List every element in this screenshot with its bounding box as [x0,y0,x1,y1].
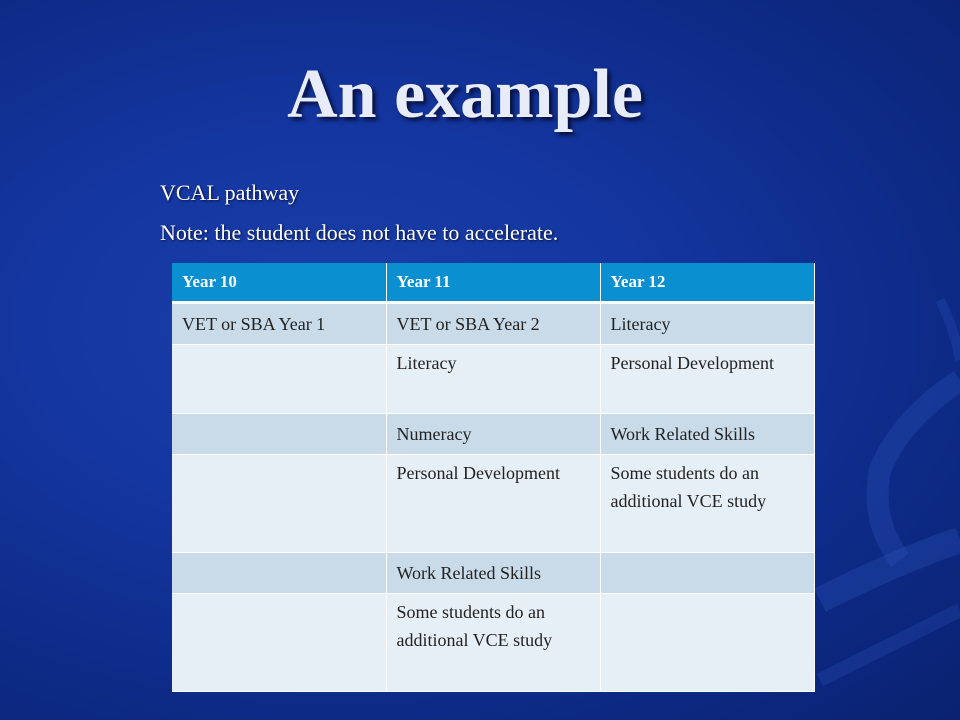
pathway-table [172,263,815,692]
table-cell: Literacy [386,345,600,414]
table-cell [172,455,386,553]
subtitle-pathway: VCAL pathway [160,180,300,205]
table-cell: Personal Development [600,345,814,414]
table-cell: Personal Development [386,455,600,553]
header-year-11: Year 11 [386,263,600,303]
table-row [172,303,814,345]
table-cell: VET or SBA Year 1 [172,303,386,345]
subtitle-note: Note: the student does not have to accelerate. [160,220,559,245]
table-cell: VET or SBA Year 2 [386,303,600,345]
table-cell [172,345,386,414]
table-cell [172,553,386,594]
table-cell: Literacy [600,303,814,345]
table-row [172,455,814,553]
header-year-10: Year 10 [172,263,386,303]
table-row [172,553,814,594]
header-year-12: Year 12 [600,263,814,303]
table-cell: Some students do an additional VCE study [386,594,600,692]
table-cell: Numeracy [386,414,600,455]
table-cell [172,414,386,455]
table-cell: Work Related Skills [386,553,600,594]
table-cell: Some students do an additional VCE study [600,455,814,553]
table-cell: Work Related Skills [600,414,814,455]
table-cell [600,553,814,594]
table-row [172,414,814,455]
slide-title: An example [287,56,643,133]
table-row [172,345,814,414]
table-row [172,594,814,692]
table-cell [600,594,814,692]
table-header-row [172,263,814,303]
table-cell [172,594,386,692]
